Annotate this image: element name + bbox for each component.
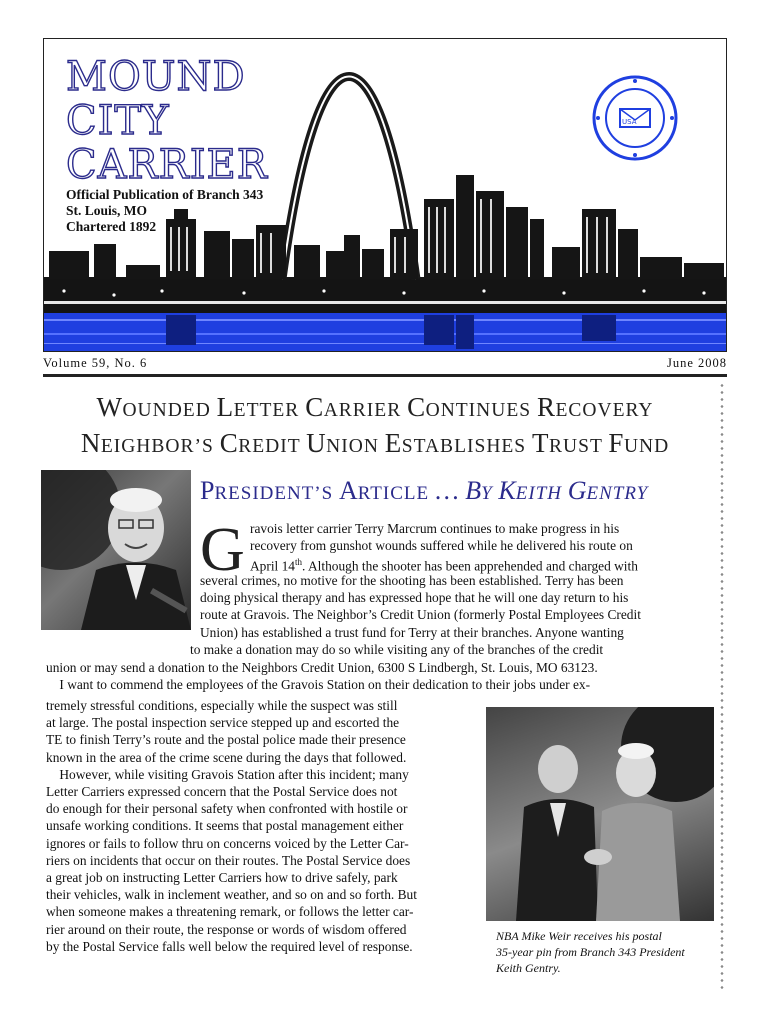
article-line: to make a donation may do so while visiting any of the branches of the credit [190,642,604,657]
article-line: ravois letter carrier Terry Marcrum continues to make progress in his [250,521,620,536]
article-line: their vehicles, walk in inclement weather, and so on and so forth. But [46,887,417,903]
presidents-article-heading: PRESIDENT’S ARTICLE … BY KEITH GENTRY [200,476,649,505]
masthead [43,38,727,352]
article-line: several crimes, no motive for the shooting has been established. Terry has been [200,573,624,588]
article-line: riers on incidents that occur on their routes. The Postal Service does [46,852,411,868]
header-rule [43,374,727,377]
article-line: when someone makes a threatening remark, or follows the letter car- [46,904,414,920]
dotted-margin-rule [720,382,724,992]
drop-cap: G [200,516,245,584]
article-line: April 14th. Although the shooter has been apprehended and charged with [250,557,638,574]
svg-text:USA: USA [622,118,637,126]
article-line: rier around on their route, the response or words of wisdom offered [46,921,407,937]
article-line: tremely stressful conditions, especially while the suspect was still [46,698,398,713]
article-line: I want to commend the employees of the Gravois Station on their dedication to their jobs under ex- [46,677,591,693]
article-column-text [46,697,417,955]
article-paragraph-2 [46,659,598,693]
article-line: ignores or fails to follow thru on concerns voiced by the Letter Car- [46,835,409,851]
article-paragraph-1 [200,572,641,641]
publication-subtitle: Official Publication of Branch 343 St. Louis, MO Chartered 1892 [66,187,264,234]
newsletter-title: MOUND CITY CARRIER [66,54,268,188]
article-line: TE to finish Terry’s route and the postal police made their presence [46,732,406,748]
article-line: Union) has established a trust fund for Terry at their branches. Anyone wanting [200,624,624,640]
headline-line-1: WOUNDED LETTER CARRIER CONTINUES RECOVERY [96,392,654,422]
issue-date: June 2008 [666,356,727,370]
headline-line-2: NEIGHBOR’S CREDIT UNION ESTABLISHES TRUST FUND [80,428,670,458]
article-line: do enough for their personal safety when confronted with hostile or [46,801,408,817]
article-line-credit [190,641,603,658]
article-line: a great job on instructing Letter Carriers how to drive safely, park [46,870,398,886]
nalc-seal-logo [592,75,678,161]
article-line: route at Gravois. The Neighbor’s Credit Union (formerly Postal Employees Credit [200,607,641,623]
article-line: Letter Carriers expressed concern that the Postal Service does not [46,784,398,800]
article-line: recovery from gunshot wounds suffered while he delivered his route on [250,538,633,554]
article-intro [250,520,638,575]
article-line: at large. The postal inspection service stepped up and escorted the [46,715,400,731]
article-line: However, while visiting Gravois Station after this incident; many [46,766,409,782]
article-line: doing physical therapy and has expressed hope that he will one day return to his [200,590,629,606]
article-line: known in the area of the crime scene during the days that followed. [46,749,407,765]
volume-number: Volume 59, No. 6 [43,356,148,370]
article-line: by the Postal Service falls well below the required level of response. [46,938,413,954]
award-presentation-photo [486,707,714,921]
article-line: union or may send a donation to the Neighbors Credit Union, 6300 S Lindbergh, St. Louis, MO 63123. [46,660,598,675]
photo-caption: NBA Mike Weir receives his postal 35-year pin from Branch 343 President Keith Gentry. [496,929,685,975]
issue-info-bar [43,356,727,372]
president-portrait-photo [41,470,191,630]
article-line: unsafe working conditions. It seems that postal management either [46,818,404,834]
byline: … BY KEITH GENTRY [429,476,649,505]
